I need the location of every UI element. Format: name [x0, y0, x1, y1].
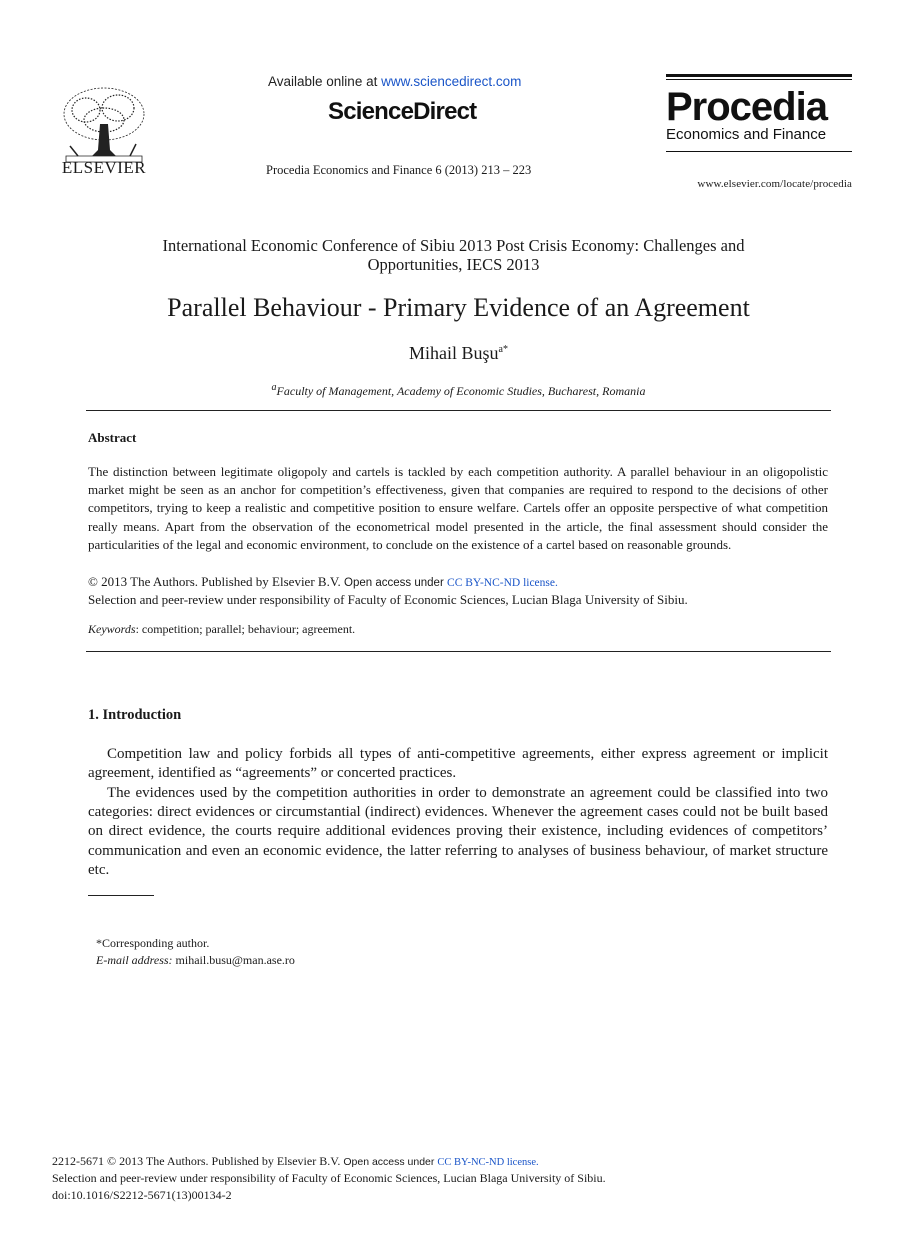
keywords: Keywords: competition; parallel; behaviour; agreement.: [88, 622, 356, 636]
procedia-logo: [666, 74, 852, 152]
footer-issn-line: 2212-5671 © 2013 The Authors. Published by Elsevier B.V. Open access under CC BY-NC-ND license.: [52, 1154, 539, 1168]
sciencedirect-wordmark: ScienceDirect: [328, 98, 477, 125]
footnote-email: E-mail address: mihail.busu@man.ase.ro: [96, 953, 295, 967]
section-heading-introduction: 1. Introduction: [88, 707, 182, 723]
footer-license-link[interactable]: CC BY-NC-ND license.: [437, 1157, 539, 1168]
divider-top: [86, 410, 831, 411]
journal-citation: Procedia Economics and Finance 6 (2013) 213 – 223: [266, 163, 532, 177]
abstract-text: The distinction between legitimate oligopoly and cartels is tackled by each competition authority. A parallel behaviour in an oligopolistic market might be seen as an anchor for competition’s effectiveness, given that companies are required to respond to the decisions of other competitors, trying to keep a realistic and competitive position to ensure welfare. Cartels offer an opposite perspective of what competition really means. Apart from the observation of the econometrical model presented in the article, the final assessment should consider the particularities of the legal and economic environment, to conclude on the existence of a cartel based on reasonable grounds.: [88, 464, 828, 552]
peer-review-line: Selection and peer-review under responsibility of Faculty of Economic Sciences, Lucian Blaga University of Sibiu.: [88, 592, 688, 607]
paragraph-1: Competition law and policy forbids all types of anti-competitive agreements, either express agreement or implicit agreement, identified as “agreements” or concerted practices.: [88, 746, 828, 782]
footnote-rule: [88, 895, 154, 896]
copyright-line: © 2013 The Authors. Published by Elsevier B.V. Open access under CC BY-NC-ND license.: [88, 574, 558, 589]
divider-bottom: [86, 651, 831, 652]
procedia-name: Procedia: [666, 85, 827, 129]
publisher-wordmark: ELSEVIER: [61, 158, 147, 177]
paper-title: Parallel Behaviour - Primary Evidence of an Agreement: [167, 293, 750, 322]
license-link[interactable]: CC BY-NC-ND license.: [447, 577, 558, 589]
footer-peer-review: Selection and peer-review under responsibility of Faculty of Economic Sciences, Lucian Blaga University of Sibiu.: [52, 1171, 606, 1185]
availability-line: Available online at www.sciencedirect.com: [268, 74, 522, 89]
footnote-corresponding: *Corresponding author.: [96, 936, 210, 950]
procedia-url[interactable]: www.elsevier.com/locate/procedia: [697, 178, 852, 190]
sciencedirect-link[interactable]: www.sciencedirect.com: [381, 74, 522, 89]
footer-doi[interactable]: doi:10.1016/S2212-5671(13)00134-2: [52, 1188, 232, 1202]
abstract-heading: Abstract: [88, 430, 137, 445]
conference-name: International Economic Conference of Sibiu 2013 Post Crisis Economy: Challenges and Opportunities, IECS 2013: [162, 236, 745, 274]
procedia-subtitle: Economics and Finance: [666, 126, 827, 143]
affiliation: $^a$Faculty of Management, Academy of Economic Studies, Bucharest, Romania: [271, 382, 646, 398]
paragraph-2: The evidences used by the competition authorities in order to demonstrate an agreement could be classified into two categories: direct evidences or circumstantial (indirect) evidences. Whenever the agreement cases could not be built based on direct evidence, the courts require additional evidences proving their existence, including evidences of competitors’ communication and even an economic evidence, the latter referring to analyses of business behaviour, of market structure etc.: [88, 785, 828, 878]
author-name: Mihail Buşu$^{a*}$: [409, 343, 508, 363]
